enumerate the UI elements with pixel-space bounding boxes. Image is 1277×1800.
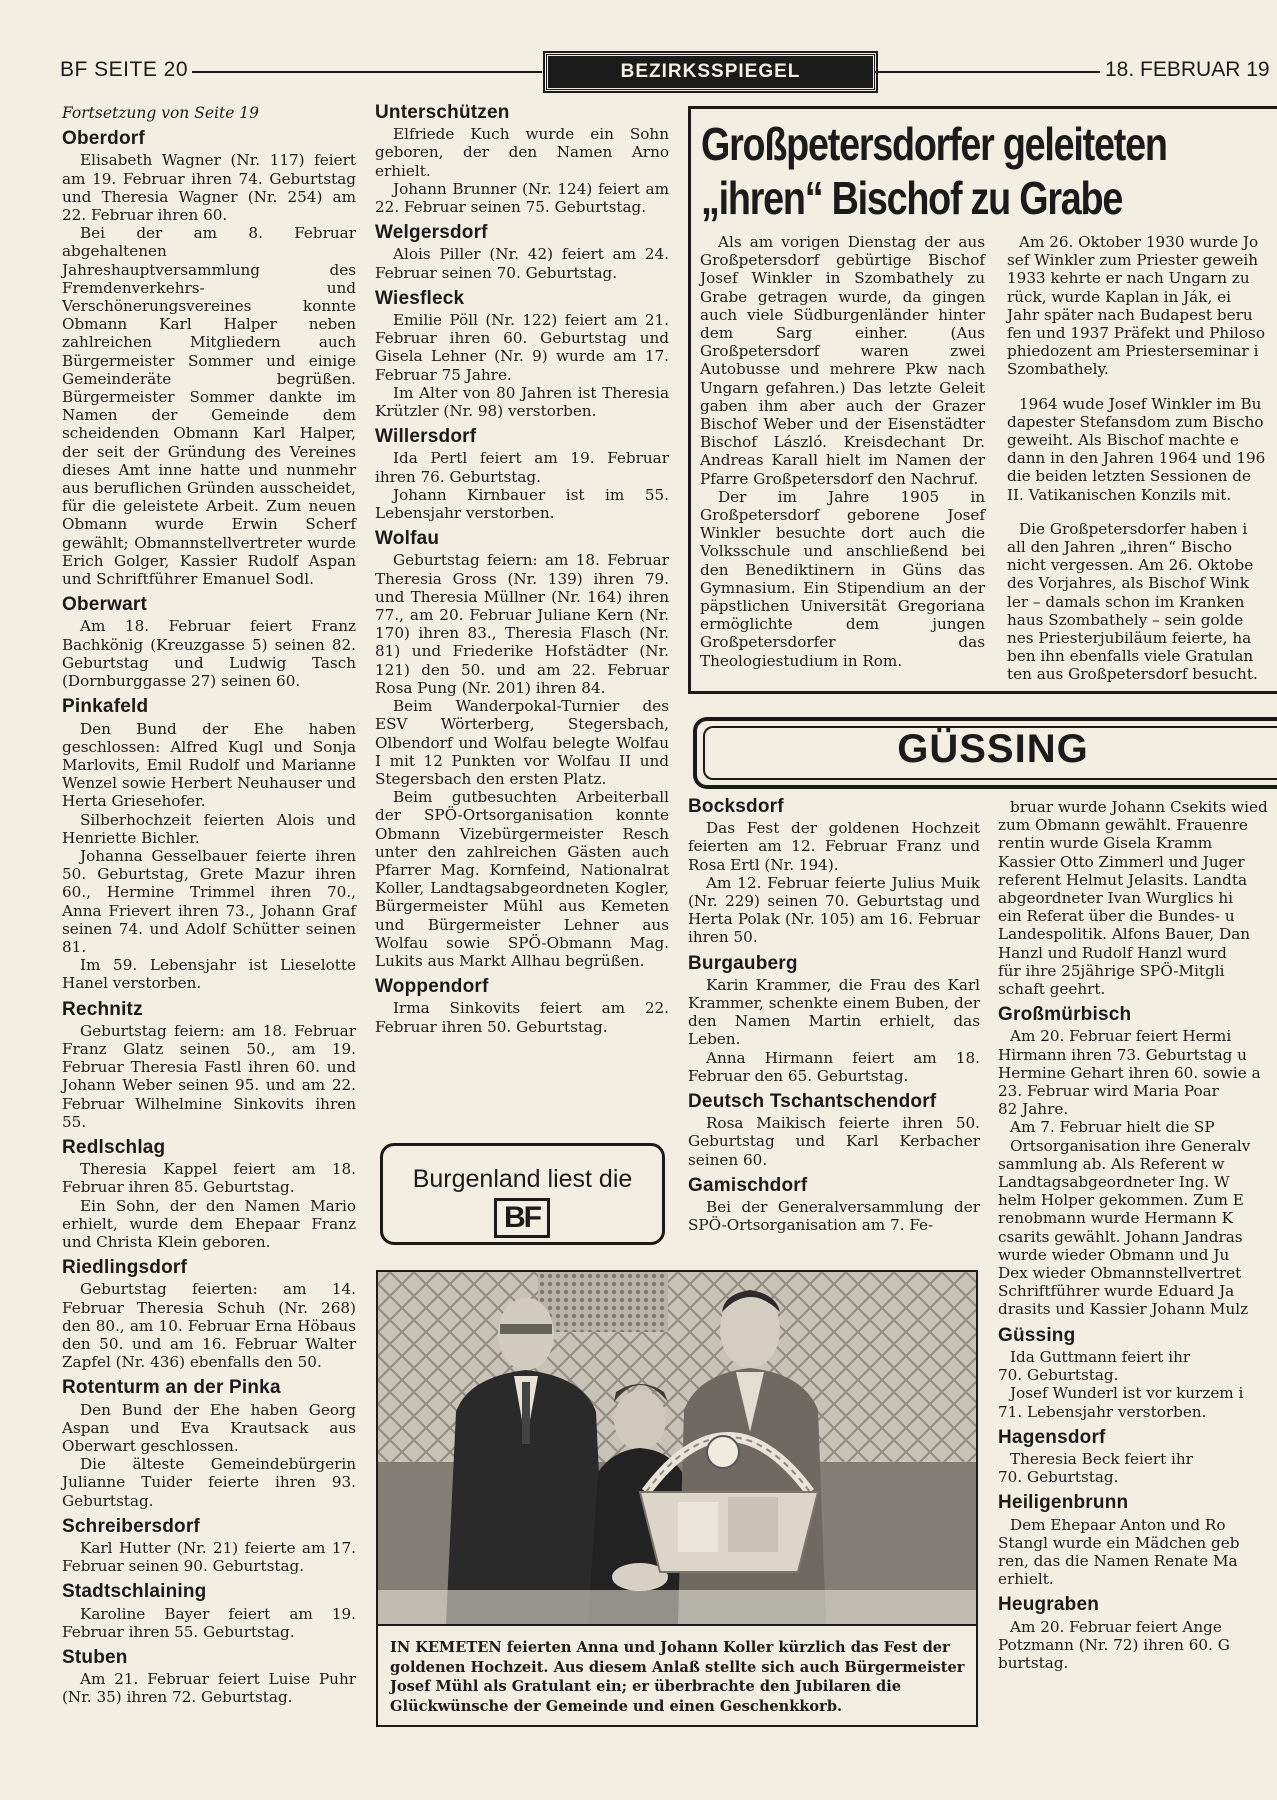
paragraph: Silberhochzeit feierten Alois und Henriette Bichler. [62,810,356,847]
paragraph: Beim gutbesuchten Arbeiterball der SPÖ-Ortsorganisation konnte Obmann Vizebürgermeister Resch unter den zahlreichen Gästen auch Pfarrer Mag. Kornfeind, Nationalrat Koller, Landtagsabgeordneten Kogler, Bürgermeister Mühl aus Kemeten und Bürgermeister Lehner aus Wolfau sowie SPÖ-Obmann Mag. Lukits aus Markt Allhau begrüßen. [375,788,669,970]
text-line: bruar wurde Johann Csekits wied [1010,798,1268,816]
paragraph: Die älteste Gemeindebürgerin Julianne Tuider feierte ihren 93. Geburtstag. [62,1455,356,1510]
text-line: 70. Geburtstag. [998,1468,1119,1487]
text-line: erhielt. [998,1570,1054,1589]
photo-image [378,1272,976,1624]
place-heading: Deutsch Tschantschendorf [688,1091,937,1113]
text-line: Dem Ehepaar Anton und Ro [1010,1515,1226,1534]
text-line: Ortsorganisation ihre Generalv [1010,1136,1251,1155]
text-line: ben ihn ebenfalls viele Gratulan [1007,647,1254,666]
paragraph: Karoline Bayer feiert am 19. Februar ihren 55. Geburtstag. [62,1604,356,1641]
text-line: referent Helmut Jelasits. Landta [998,870,1248,889]
place-heading: Stadtschlaining [62,1581,207,1603]
text-line: Potzmann (Nr. 72) ihren 60. G [998,1635,1230,1654]
text-line: Die Großpetersdorfer haben i [1019,519,1248,538]
text-line: phiedozent am Priesterseminar i [1007,342,1259,361]
paragraph: Anna Hirmann feiert am 18. Februar den 65. Geburtstag. [688,1048,980,1085]
text-line: 82 Jahre. [998,1100,1069,1119]
paragraph: Alois Piller (Nr. 42) feiert am 24. Februar seinen 70. Geburtstag. [375,245,669,282]
text-line: 23. Februar wird Maria Poar [998,1082,1219,1101]
guessing-banner-title: GÜSSING [897,727,1089,771]
bf-logo: BF [494,1198,550,1238]
section-title: BEZIRKSSPIEGEL [545,53,876,91]
paragraph: Am 12. Februar feierte Julius Muik (Nr. 229) seinen 70. Geburtstag und Herta Polak (Nr. 105) am 16. Februar ihren 50. [688,873,980,947]
text-line: zum Obmann gewählt. Frauenre [998,816,1248,835]
text-line: Am 20. Februar feiert Ange [1010,1617,1222,1636]
text-line: Hermine Gehart ihren 60. sowie a [998,1063,1261,1082]
headline-line-2: „ihren“ Bischof zu Grabe [701,172,1123,224]
paragraph: Im 59. Lebensjahr ist Lieselotte Hanel verstorben. [62,956,356,993]
paragraph: Emilie Pöll (Nr. 122) feiert am 21. Februar ihren 60. Geburtstag und Gisela Lehner (Nr. 9) wurde am 17. Februar 75 Jahre. [375,311,669,384]
paragraph: Elisabeth Wagner (Nr. 117) feiert am 19. Februar ihren 74. Geburtstag und Theresia Wagner (Nr. 254) am 22. Februar ihren 60. [62,151,356,225]
text-line: ren, das die Namen Renate Ma [998,1551,1238,1570]
ad-text: Burgenland liest die [412,1165,633,1193]
text-line: Landtagsabgeordneter Ing. W [998,1173,1230,1192]
header-rule-left [192,71,542,73]
text-line: ein Referat über die Bundes- u [998,907,1235,926]
paragraph: Karin Krammer, die Frau des Karl Krammer, schenkte einem Buben, der den Namen Martin erhielt, das Leben. [688,975,980,1049]
text-line: geweiht. Als Bischof machte e [1007,431,1239,450]
paragraph: Johann Kirnbauer ist im 55. Lebensjahr verstorben. [375,485,669,523]
paragraph: Geburtstag feiern: am 18. Februar Franz Glatz seinen 50., am 19. Februar Theresia Fastl ihren 60. und Johann Weber seinen 95. und am 22. Februar Wilhelmine Sinkovits ihren 55. [62,1021,356,1131]
paragraph: Am 18. Februar feiert Franz Bachkönig (Kreuzgasse 5) seinen 82. Geburtstag und Ludwig Tasch (Dornburggasse 27) seinen 60. [62,617,356,691]
text-line: rück, wurde Kaplan in Ják, ei [1007,287,1231,306]
feature-right-column [1007,233,1277,684]
paragraph: Irma Sinkovits feiert am 22. Februar ihren 50. Geburtstag. [375,999,669,1036]
continuation-note: Fortsetzung von Seite 19 [62,104,260,122]
paragraph: Den Bund der Ehe haben geschlossen: Alfred Kugl und Sonja Marlovits, Emil Rudolf und Marianne Wenzel sowie Herbert Neuhauser und Herta Griesehofer. [62,719,356,811]
paragraph: Bei der am 8. Februar abgehaltenen Jahreshauptversammlung des Fremdenverkehrs- und Verschönerungsvereines konnte Obmann Karl Halper neben zahlreichen Mitgliedern auch Bürgermeister Sommer und einige Gemeinderäte begrüßen. Bürgermeister Sommer dankte im Namen der Gemeinde dem scheidenden Obmann Karl Halper, der seit der Gründung des Vereines dieses Amt inne hatte und nunmehr aus beruflichen Gründen ausscheidet, für die geleistete Arbeit. Zum neuen Obmann wurde Erwin Scherf gewählt; Obmannstellvertreter wurde Erich Golger, Kassier Rudolf Aspan und Schriftführer Emanuel Sodl. [62,224,356,589]
text-line: Dex wieder Obmannstellvertret [998,1264,1242,1283]
text-line: rentin wurde Gisela Kramm [998,834,1213,853]
text-line: helm Holper gekommen. Zum E [998,1191,1244,1210]
place-heading: Hagensdorf [998,1426,1106,1448]
text-line: ler – damals schon im Kranken [1007,592,1245,611]
feature-left-column [700,233,985,670]
paragraph: Rosa Maikisch feierte ihren 50. Geburtstag und Karl Kerbacher seinen 60. [688,1114,980,1169]
place-heading: Güssing [998,1324,1076,1346]
text-line: Landespolitik. Alfons Bauer, Dan [998,925,1251,944]
text-line: abgeordneter Ivan Wurglics hi [998,889,1234,908]
text-line: Am 26. Oktober 1930 wurde Jo [1019,233,1259,251]
paragraph: Als am vorigen Dienstag der aus Großpetersdorf gebürtige Bischof Josef Winkler in Szombathely zu Grabe getragen wurde, da gingen auch viele Südburgenländer hinter dem Sarg einher. (Aus Großpetersdorf waren zwei Autobusse und mehrere Pkw nach Ungarn gefahren.) Das letzte Geleit gaben ihm aber auch der Grazer Bischof Weber und der Eisenstädter Bischof László. Kreisdechant Dr. Andreas Karall hielt im Namen der Pfarre Großpetersdorf den Nachruf. [700,233,985,488]
text-line: sammlung ab. Als Referent w [998,1154,1225,1173]
paragraph: Geburtstag feierten: am 14. Februar Theresia Schuh (Nr. 268) den 80., am 10. Februar Erna Höbaus den 50. und am 16. Februar Walter Zapfel (Nr. 436) ebenfalls den 50. [62,1280,356,1372]
place-heading: Schreibersdorf [62,1515,200,1537]
column-1 [62,104,356,1707]
place-heading: Unterschützen [375,102,510,123]
place-heading: Wolfau [375,528,440,550]
kemeten-photo [376,1270,978,1626]
place-heading: Wiesfleck [375,287,465,309]
paragraph: Der im Jahre 1905 in Großpetersdorf geborene Josef Winkler besuchte dort auch die Volksschule und anschließend bei den Benediktinern in Güns das Gymnasium. Ein Stipendium an der päpstlichen Universität Gregoriana ermöglichte dem jungen Großpetersdorfer das Theologiestudium in Rom. [700,487,985,670]
text-line: schaft geehrt. [998,980,1106,999]
text-line: wurde wieder Obmann und Ju [998,1245,1230,1264]
text-line: nes Priesterjubiläum feierte, ha [1007,629,1252,648]
paragraph: Karl Hutter (Nr. 21) feierte am 17. Februar seinen 90. Geburtstag. [62,1539,356,1576]
bf-ad-box [380,1143,665,1245]
text-line: Theresia Beck feiert ihr [1010,1449,1193,1468]
paragraph: Ida Pertl feiert am 19. Februar ihren 76. Geburtstag. [375,449,669,486]
text-line: Kassier Otto Zimmerl und Juger [998,852,1245,871]
place-heading: Riedlingsdorf [62,1257,188,1279]
text-line: 70. Geburtstag. [998,1366,1119,1385]
place-heading: Welgersdorf [375,222,488,244]
guessing-column-right [998,798,1277,1672]
text-line: sef Winkler zum Priester geweih [1007,251,1258,270]
column-2 [375,104,669,1036]
paragraph: Das Fest der goldenen Hochzeit feierten am 12. Februar Franz und Rosa Ertl (Nr. 194). [688,819,980,874]
paragraph: Im Alter von 80 Jahren ist Theresia Krützler (Nr. 98) verstorben. [375,383,669,421]
text-line: Jahr später nach Budapest beru [1007,305,1253,324]
feature-article [688,106,1277,694]
place-heading: Burgauberg [688,952,798,974]
text-line: des Vorjahres, als Bischof Wink [1007,574,1249,593]
place-heading: Stuben [62,1647,128,1669]
text-line: 71. Lebensjahr verstorben. [998,1402,1207,1421]
place-heading: Oberdorf [62,128,145,150]
paragraph: Am 21. Februar feiert Luise Puhr (Nr. 35) ihren 72. Geburtstag. [62,1670,356,1707]
text-line: Szombathely. [1007,360,1109,379]
place-heading: Pinkafeld [62,696,149,718]
headline-line-1: Großpetersdorfer geleiteten [701,118,1167,170]
header-rule-right [875,71,1100,73]
text-line: drasits und Kassier Johann Mulz [998,1300,1249,1319]
text-line: csarits gewählt. Johann Jandras [998,1227,1243,1246]
paragraph: Den Bund der Ehe haben Georg Aspan und Eva Krautsack aus Oberwart geschlossen. [62,1400,356,1456]
text-line: renobmann wurde Hermann K [998,1209,1234,1228]
text-line: Hanzl und Rudolf Hanzl wurd [998,943,1227,962]
place-heading: Heugraben [998,1594,1100,1616]
text-line: Am 20. Februar feiert Hermi [1010,1027,1232,1046]
paragraph: Beim Wanderpokal-Turnier des ESV Wörterberg, Stegersbach, Olbendorf und Wolfau belegte Wolfau I mit 12 Punkten vor Wolfau II und Stegersbach den ersten Platz. [375,697,669,788]
photo-caption: IN KEMETEN feierten Anna und Johann Koller kürzlich das Fest der goldenen Hochzeit. Aus diesem Anlaß stellte sich auch Bürgermeister Josef Mühl als Gratulant ein; er überbrachte den Jubilaren die Glückwünsche der Gemeinde und einen Geschenkkorb. [376,1626,978,1727]
text-line: dapester Stefansdom zum Bischo [1007,412,1264,431]
place-heading: Willersdorf [375,426,477,448]
paragraph: Bei der Generalversammlung der SPÖ-Ortsorganisation am 7. Fe- [688,1198,980,1235]
text-line: Stangl wurde ein Mädchen geb [998,1533,1240,1552]
text-line: Schriftführer wurde Eduard Ja [998,1282,1235,1301]
place-heading: Rotenturm an der Pinka [62,1377,281,1399]
issue-date: 18. FEBRUAR 19 [1105,58,1270,81]
guessing-column-left [688,798,980,1234]
paragraph: Johann Brunner (Nr. 124) feiert am 22. Februar seinen 75. Geburtstag. [375,179,669,217]
place-heading: Bocksdorf [688,796,784,817]
text-line: fen und 1937 Präfekt und Philoso [1007,324,1265,343]
text-line: Josef Wunderl ist vor kurzem i [1010,1384,1244,1403]
text-line: Am 7. Februar hielt die SP [1010,1118,1215,1137]
text-line: II. Vatikanischen Konzils mit. [1007,485,1232,504]
text-line: burtstag. [998,1653,1069,1672]
paragraph: Johanna Gesselbauer feierte ihren 50. Geburtstag, Grete Mazur ihren 60., Hermine Trimmel ihren 70., Anna Frievert ihren 73., Johann Graf seinen 74. und Adolf Schütter seinen 81. [62,846,356,956]
paragraph: Elfriede Kuch wurde ein Sohn geboren, der den Namen Arno erhielt. [375,125,669,180]
text-line: die beiden letzten Sessionen de [1007,467,1252,486]
text-line: Ida Guttmann feiert ihr [1010,1347,1191,1366]
place-heading: Großmürbisch [998,1004,1132,1026]
paragraph: Geburtstag feiern: am 18. Februar Theresia Gross (Nr. 139) ihren 79. und Theresia Müllner (Nr. 164) ihren 77., am 20. Februar Juliane Kern (Nr. 170) ihren 83., Theresia Flasch (Nr. 81) und Friederike Hofstädter (Nr. 121) den 50. und am 22. Februar Rosa Pung (Nr. 201) ihren 84. [375,551,669,697]
page-header [60,50,1277,90]
place-heading: Redlschlag [62,1136,166,1158]
place-heading: Rechnitz [62,998,143,1020]
place-heading: Gamischdorf [688,1174,808,1196]
text-line: nicht vergessen. Am 26. Oktobe [1007,556,1254,575]
text-line: ten aus Großpetersdorf besucht. [1007,665,1258,684]
feature-headline [701,117,1173,225]
text-line: für ihre 25jährige SPÖ-Mitgli [998,961,1225,980]
text-line: all den Jahren „ihren“ Bischo [1007,538,1233,557]
paragraph: Theresia Kappel feiert am 18. Februar ihren 85. Geburtstag. [62,1160,356,1197]
text-line: dann in den Jahren 1964 und 196 [1007,449,1266,468]
page-label: BF SEITE 20 [60,58,189,81]
text-line: 1933 kehrte er nach Ungarn zu [1007,269,1250,288]
place-heading: Heiligenbrunn [998,1492,1129,1514]
paragraph: Ein Sohn, der den Namen Mario erhielt, wurde dem Ehepaar Franz und Christa Klein geboren. [62,1196,356,1251]
text-line: Hirmann ihren 73. Geburtstag u [998,1045,1247,1064]
text-line: 1964 wude Josef Winkler im Bu [1019,394,1262,413]
text-line: haus Szombathely – sein golde [1007,610,1244,629]
place-heading: Woppendorf [375,976,489,998]
place-heading: Oberwart [62,594,148,616]
